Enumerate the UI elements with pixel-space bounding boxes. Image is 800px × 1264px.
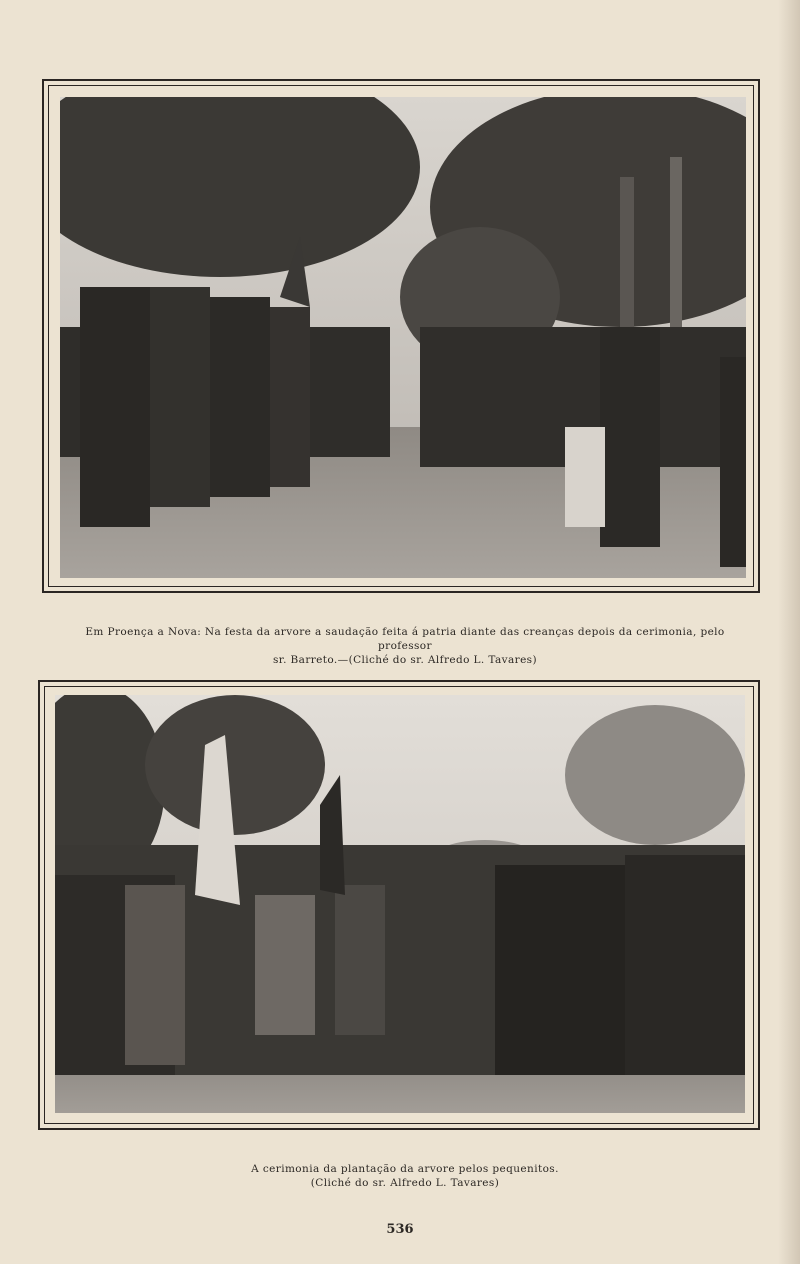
photo-top [60, 97, 746, 578]
caption-top-line1: Em Proença a Nova: Na festa da arvore a saudação feita á patria diante das creanças depois da cerimonia, pelo professor [85, 626, 725, 652]
photo-bottom [55, 695, 745, 1113]
caption-bottom-line1: A cerimonia da plantação da arvore pelos pequenitos. [251, 1163, 559, 1175]
photo-bottom-caption [60, 1162, 750, 1190]
photo-bottom-image [55, 695, 745, 1113]
page-number: 536 [386, 1222, 414, 1237]
page-edge-shadow [778, 0, 800, 1264]
photo-top-caption [60, 625, 750, 667]
caption-bottom-line2: (Cliché do sr. Alfredo L. Tavares) [310, 1177, 500, 1189]
photo-top-image [60, 97, 746, 578]
caption-top-line2: sr. Barreto.—(Cliché do sr. Alfredo L. Tavares) [273, 654, 537, 666]
